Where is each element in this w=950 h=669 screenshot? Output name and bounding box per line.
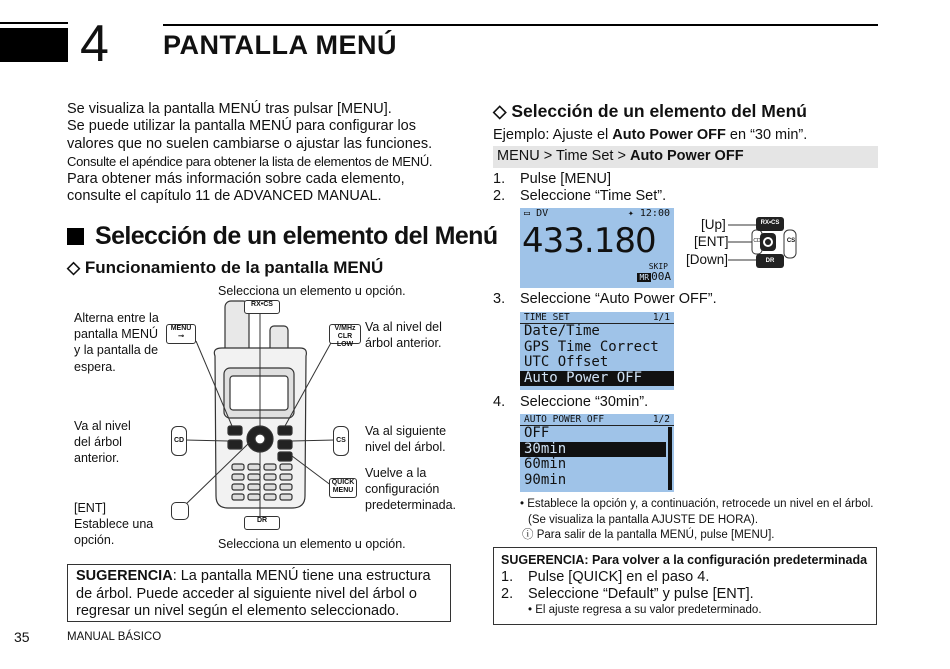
dr-key: DR <box>765 258 775 264</box>
callout-down: [Down] <box>686 252 729 267</box>
page-title: PANTALLA MENÚ <box>163 30 397 60</box>
ent-key-icon <box>171 502 189 520</box>
label-top-select: Selecciona un elemento u opción. <box>218 284 406 298</box>
cs-key: CS <box>786 238 796 244</box>
step-3: 3. Seleccione “Auto Power OFF”. <box>493 291 717 307</box>
option-off[interactable]: OFF <box>524 425 550 441</box>
info-icon: ⓘ <box>522 529 534 541</box>
chapter-number: 4 <box>80 15 109 73</box>
section-square-bullet <box>67 228 84 245</box>
label-ent-key: [ENT] Establece una opción. <box>74 501 154 548</box>
cs-key-label: CS <box>333 426 349 456</box>
gps-icon: ✦ <box>627 208 634 219</box>
option-30min[interactable]: 30min <box>520 442 666 458</box>
label-cs-key: Va al siguiente nivel del árbol. <box>365 424 447 455</box>
scrollbar[interactable] <box>668 427 672 490</box>
title-rule <box>163 24 878 26</box>
step-1: 1. Pulse [MENU] <box>493 171 612 187</box>
rxcs-key-label: RX•CS <box>244 300 280 314</box>
example-line: Ejemplo: Ajuste el Auto Power OFF en “30 min”. <box>493 127 808 143</box>
vmhz-key-label: V/MHz CLR LOW <box>329 324 361 344</box>
label-bottom-select: Selecciona un elemento u opción. <box>218 537 406 551</box>
page-number: 35 <box>14 629 30 645</box>
left-tip-box: SUGERENCIA: La pantalla MENÚ tiene una estructura de árbol. Puede acceder al siguiente nivel del árbol o regresar un nivel según el elemento seleccionado. <box>67 564 451 622</box>
option-60min[interactable]: 60min <box>524 456 567 473</box>
right-tip-box: SUGERENCIA: Para volver a la configuración predeterminada 1. Pulse [QUICK] en el paso 4. 2. Seleccione “Default” y pulse [ENT]. • El ajuste regresa a su valor predeterminado. <box>493 547 877 625</box>
battery-icon: ▭ <box>524 208 531 219</box>
step4-notes: • Establece la opción y, a continuación, retrocede un nivel en el árbol. (Se visualiza la pantalla AJUSTE DE HORA). ⓘ Para salir de la pantalla MENÚ, pulse [MENU]. <box>520 498 874 541</box>
menu-item-date-time[interactable]: Date/Time <box>524 323 600 339</box>
lcd-frequency-screen: ▭ DV ✦ 12:00 433.180 SKIP MR 00A <box>520 208 674 288</box>
cd-key: CD <box>753 238 761 244</box>
menu-key-label: MENU ⊸ <box>166 324 196 344</box>
chapter-rule <box>0 22 68 24</box>
label-quick-key: Vuelve a la configuración predeterminada. <box>365 466 457 513</box>
left-subheading: ◇ Funcionamiento de la pantalla MENÚ <box>67 258 384 277</box>
option-90min[interactable]: 90min <box>524 471 567 488</box>
diamond-icon: ◇ <box>493 101 507 121</box>
dr-key-label: DR <box>244 516 280 530</box>
manual-name: MANUAL BÁSICO <box>67 631 162 643</box>
step-4: 4. Seleccione “30min”. <box>493 394 649 410</box>
right-section-heading: ◇ Selección de un elemento del Menú <box>493 101 807 121</box>
rxcs-key: RX•CS <box>760 220 780 226</box>
key-icon: ⊸ <box>178 333 184 340</box>
menu-item-auto-power-off[interactable]: Auto Power OFF <box>520 371 674 387</box>
callout-ent: [ENT] <box>694 234 729 249</box>
chapter-tab <box>0 28 68 62</box>
quick-key-label: QUICK MENU <box>329 478 357 498</box>
label-cd-key: Va al nivel del árbol anterior. <box>74 419 131 466</box>
step-2: 2. Seleccione “Time Set”. <box>493 188 667 204</box>
diamond-icon: ◇ <box>67 258 81 277</box>
cd-key-label: CD <box>171 426 187 456</box>
menu-item-gps-time-correct[interactable]: GPS Time Correct <box>524 338 659 355</box>
menu-path-bar: MENU > Time Set > Auto Power OFF <box>493 146 878 168</box>
lcd-auto-power-off-menu: AUTO POWER OFF 1/2 OFF 30min 60min 90min <box>520 414 674 492</box>
label-menu-key: Alterna entre la pantalla MENÚ y la pantalla de espera. <box>74 311 159 374</box>
label-vmhz-key: Va al nivel del árbol anterior. <box>365 320 442 351</box>
menu-item-utc-offset[interactable]: UTC Offset <box>524 354 609 371</box>
lcd-time-set-menu: TIME SET 1/1 Date/Time GPS Time Correct UTC Offset Auto Power OFF <box>520 312 674 390</box>
frequency-readout: 433.180 <box>522 221 656 261</box>
intro-text: Se visualiza la pantalla MENÚ tras pulsar [MENU]. Se puede utilizar la pantalla MENÚ para configurar los valores que no suelen cambiarse o ajustar las funciones. Consulte el apéndice para obtener la lista de elementos de MENÚ. Para obtener más información sobre cada elemento, consulte el capítulo 11 de ADVANCED MANUAL. <box>67 101 433 205</box>
left-section-heading: Selección de un elemento del Menú <box>95 222 498 250</box>
callout-up: [Up] <box>701 217 726 232</box>
